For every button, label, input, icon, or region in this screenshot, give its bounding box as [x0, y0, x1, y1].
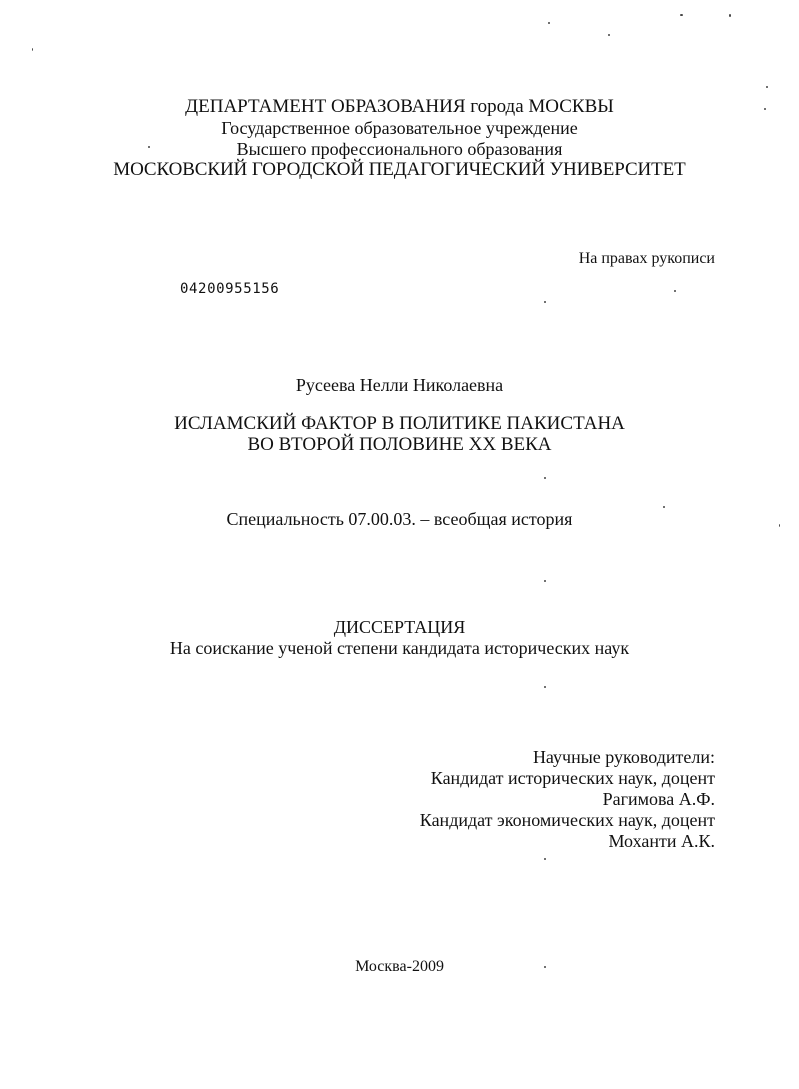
scan-speck: [779, 524, 780, 527]
scan-speck: [766, 86, 768, 88]
scan-speck: [544, 686, 546, 688]
education-level: Высшего профессионального образования: [236, 139, 563, 159]
supervisor-1-name: Рагимова А.Ф.: [602, 789, 715, 809]
scan-speck: [544, 858, 546, 860]
specialty: Специальность 07.00.03. – всеобщая история: [226, 509, 573, 529]
institution-type: Государственное образовательное учреждение: [221, 118, 578, 138]
scan-speck: [608, 34, 610, 36]
scan-speck: [544, 301, 546, 303]
supervisor-2-degree: Кандидат экономических наук, доцент: [419, 810, 715, 830]
supervisors-heading: Научные руководители:: [532, 747, 715, 767]
catalog-number: 04200955156: [180, 281, 280, 297]
city-year: Москва-2009: [355, 958, 444, 975]
work-type-purpose: На соискание ученой степени кандидата исторических наук: [169, 638, 630, 658]
scan-speck: [680, 14, 683, 16]
work-type-label: ДИССЕРТАЦИЯ: [333, 617, 466, 637]
scan-speck: [544, 477, 546, 479]
scan-speck: [663, 506, 665, 508]
scan-speck: [548, 22, 550, 24]
scan-speck: [148, 146, 150, 148]
university-name: МОСКОВСКИЙ ГОРОДСКОЙ ПЕДАГОГИЧЕСКИЙ УНИВЕРСИТЕТ: [113, 159, 686, 180]
manuscript-note: На правах рукописи: [578, 250, 715, 267]
supervisor-1-degree: Кандидат исторических наук, доцент: [430, 768, 715, 788]
dissertation-title-line2: ВО ВТОРОЙ ПОЛОВИНЕ XX ВЕКА: [247, 434, 552, 455]
scan-speck: [544, 580, 546, 582]
scan-speck: [764, 108, 766, 110]
scan-speck: [544, 966, 546, 968]
supervisor-2-name: Моханти А.К.: [608, 831, 715, 851]
scan-speck: [674, 290, 676, 292]
author-name: Русеева Нелли Николаевна: [295, 375, 504, 395]
scan-speck: [32, 48, 33, 51]
department-heading: ДЕПАРТАМЕНТ ОБРАЗОВАНИЯ города МОСКВЫ: [185, 96, 614, 117]
scan-speck: [729, 14, 731, 17]
dissertation-title-line1: ИСЛАМСКИЙ ФАКТОР В ПОЛИТИКЕ ПАКИСТАНА: [174, 413, 625, 434]
